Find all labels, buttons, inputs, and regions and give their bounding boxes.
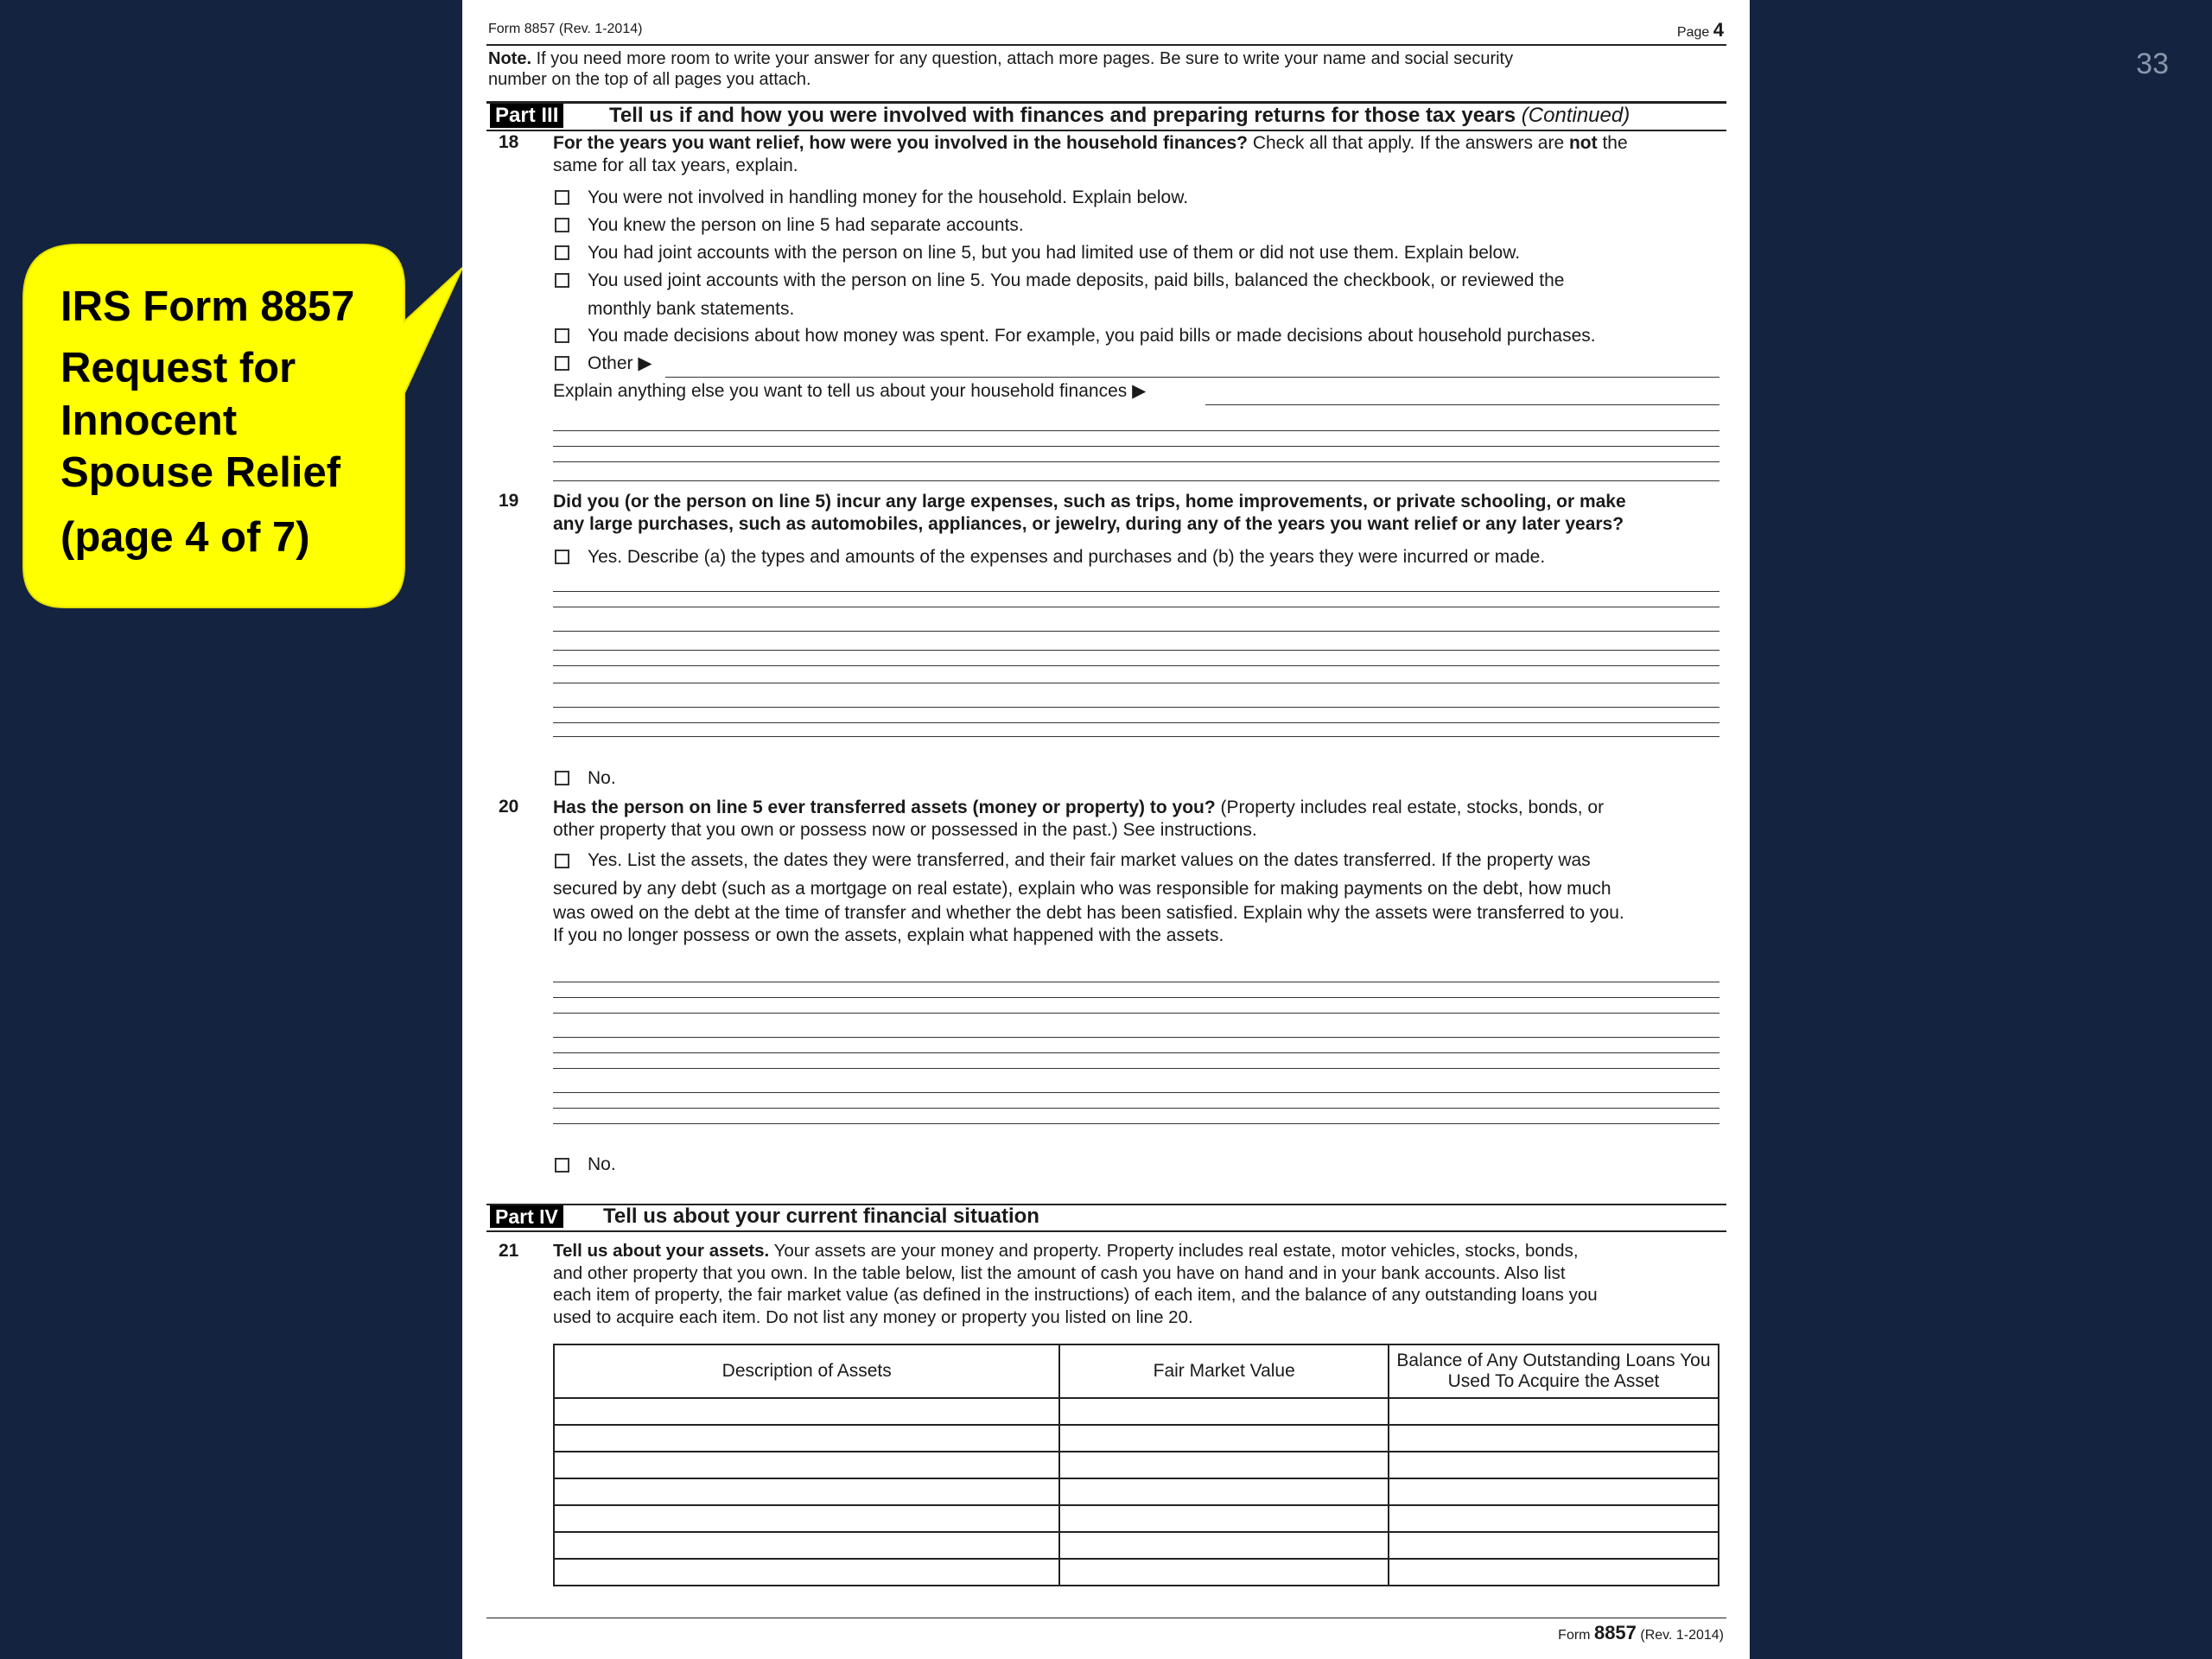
table-cell[interactable] [554,1559,1059,1586]
callout-line: Innocent [60,397,238,444]
q18-text-part: Check all that apply. If the answers are [1248,133,1569,153]
table-cell[interactable] [554,1478,1059,1505]
column-header: Fair Market Value [1059,1344,1389,1398]
note-text: number on the top of all pages you attach. [488,70,811,89]
table-cell[interactable] [554,1505,1059,1532]
answer-line[interactable] [553,1037,1719,1038]
checkbox[interactable] [555,273,569,288]
table-cell[interactable] [1389,1452,1719,1478]
part-iii-title [609,104,1630,128]
table-row [554,1505,1719,1532]
explain-label: Explain anything else you want to tell us about your household finances ▶ [553,381,1147,401]
q20-yes-continued [553,878,1728,947]
page-label: Page [1676,25,1710,40]
checkbox[interactable] [555,245,569,260]
q19-question [553,491,1728,536]
column-header: Description of Assets [554,1344,1059,1398]
answer-line[interactable] [553,480,1719,481]
checkbox[interactable] [555,190,569,205]
table-cell[interactable] [1059,1452,1389,1478]
table-cell[interactable] [554,1532,1059,1559]
line-number: 21 [499,1241,519,1261]
answer-line[interactable] [553,1068,1719,1069]
line-number: 19 [499,491,519,511]
table-cell[interactable] [1059,1425,1389,1452]
table-cell[interactable] [1389,1532,1719,1559]
table-row [554,1532,1719,1559]
option-label-other: Other ▶ [588,353,652,373]
checkbox[interactable] [555,771,569,785]
checkbox[interactable] [555,854,569,868]
q21-text-part: used to acquire each item. Do not list any money or property you listed on line 20. [553,1306,1193,1327]
part-iv-tag: Part IV [490,1205,563,1228]
callout-line: Spouse Relief [60,449,341,497]
q18-text-part: the [1597,133,1628,153]
page-number: 4 [1713,19,1724,41]
answer-line[interactable] [553,722,1719,723]
q20-yes-label: Yes. List the assets, the dates they were transferred, and their fair market values on the dates transferred. If the property was [588,850,1591,870]
answer-line[interactable] [553,1108,1719,1109]
table-header-row [554,1344,1719,1398]
table-cell[interactable] [554,1452,1059,1478]
checkbox[interactable] [555,1158,569,1173]
line-number: 18 [499,132,519,152]
answer-line[interactable] [553,1092,1719,1093]
q20-text [553,797,1728,842]
line-number: 20 [499,797,519,817]
table-row [554,1398,1719,1425]
table-cell[interactable] [1059,1532,1389,1559]
option-label: You knew the person on line 5 had separate accounts. [588,215,1024,235]
callout-line: IRS Form 8857 [60,283,355,330]
table-cell[interactable] [1059,1478,1389,1505]
continued-label: (Continued) [1521,104,1630,127]
table-row [554,1478,1719,1505]
answer-line[interactable] [553,631,1719,632]
answer-line[interactable] [553,997,1719,998]
slide-number: 33 [2136,48,2169,80]
table-cell[interactable] [1389,1505,1719,1532]
answer-line[interactable] [1205,404,1719,405]
q21-question: Tell us about your assets. [553,1241,770,1261]
form-footer [1558,1622,1724,1644]
option-label: You were not involved in handling money for the household. Explain below. [588,188,1189,207]
option-label: You used joint accounts with the person on line 5. You made deposits, paid bills, balanced the checkbook, or reviewed the [588,270,1565,290]
answer-line[interactable] [553,1123,1719,1124]
table-cell[interactable] [1389,1559,1719,1586]
table-row [554,1452,1719,1478]
part-iv-title: Tell us about your current financial situation [603,1205,1039,1228]
q18-question: For the years you want relief, how were you involved in the household finances? [553,133,1248,153]
part-iii-title-text: Tell us if and how you were involved with finances and preparing returns for those tax years [609,104,1516,127]
divider [486,130,1726,131]
q20-text-part: other property that you own or possess now or possessed in the past.) See instructions. [553,820,1257,840]
answer-line[interactable] [665,377,1719,378]
divider [486,44,1726,46]
option-label: You had joint accounts with the person on line 5, but you had limited use of them or did not use them. Explain below. [588,243,1521,263]
table-cell[interactable] [1389,1425,1719,1452]
footer-form-label: Form [1558,1628,1591,1643]
assets-table [553,1344,1719,1586]
table-cell[interactable] [1389,1398,1719,1425]
q19-yes-label: Yes. Describe (a) the types and amounts of the expenses and purchases and (b) the years they were incurred or made. [588,547,1546,567]
q20-text-part: (Property includes real estate, stocks, bonds, or [1215,798,1605,817]
column-header: Balance of Any Outstanding Loans You Used To Acquire the Asset [1389,1344,1719,1398]
q19-no-label: No. [588,768,616,788]
callout-line: Request for [60,344,296,391]
q21-text-part: each item of property, the fair market value (as defined in the instructions) of each item, and the balance of any outstanding loans you [553,1285,1598,1305]
option-label: You made decisions about how money was spent. For example, you paid bills or made decisions about household purchases. [588,326,1596,346]
answer-line[interactable] [553,461,1719,462]
q18-text [553,132,1728,177]
form-header-left: Form 8857 (Rev. 1-2014) [488,22,643,36]
note-label: Note. [488,49,531,68]
answer-line[interactable] [553,1052,1719,1053]
answer-line[interactable] [553,707,1719,708]
answer-line[interactable] [553,430,1719,431]
checkbox[interactable] [555,328,569,343]
answer-line[interactable] [553,446,1719,447]
q20-yes-line: secured by any debt (such as a mortgage on real estate), explain who was responsible for making payments on the debt, how much [553,879,1611,899]
table-cell[interactable] [554,1398,1059,1425]
answer-line[interactable] [553,1013,1719,1014]
form-page [462,0,1750,1659]
q18-text-part: same for all tax years, explain. [553,156,798,175]
q20-no-label: No. [588,1154,616,1174]
divider [486,1230,1726,1232]
form-header-right [1677,19,1724,41]
option-label-continued: monthly bank statements. [588,299,795,319]
q20-yes-line: was owed on the debt at the time of transfer and whether the debt has been satisfied. Explain why the assets were transferred to you. [553,903,1624,923]
q19-question-line: any large purchases, such as automobiles, appliances, or jewelry, during any of the years you want relief or any later years? [553,514,1624,534]
q19-question-line: Did you (or the person on line 5) incur any large expenses, such as trips, home improvements, or private schooling, or make [553,492,1626,512]
table-row [554,1425,1719,1452]
answer-line[interactable] [553,591,1719,592]
table-cell[interactable] [1059,1559,1389,1586]
checkbox[interactable] [555,550,569,564]
callout-line: (page 4 of 7) [60,514,310,561]
q18-text-emph: not [1568,133,1598,153]
checkbox[interactable] [555,218,569,232]
q21-text-part: and other property that you own. In the table below, list the amount of cash you have on hand and in your bank accounts. Also list [553,1262,1566,1283]
table-cell[interactable] [1059,1398,1389,1425]
q20-yes-line: If you no longer possess or own the assets, explain what happened with the assets. [553,925,1224,945]
note [488,48,1724,90]
table-cell[interactable] [1389,1478,1719,1505]
checkbox[interactable] [555,356,569,371]
q21-text [553,1240,1728,1328]
callout-text [60,281,406,564]
table-cell[interactable] [554,1425,1059,1452]
answer-line[interactable] [553,736,1719,737]
footer-revision: (Rev. 1-2014) [1640,1628,1724,1643]
table-cell[interactable] [1059,1505,1389,1532]
q20-question: Has the person on line 5 ever transferred assets (money or property) to you? [553,798,1216,817]
answer-line[interactable] [553,650,1719,651]
answer-line[interactable] [553,665,1719,666]
part-iii-tag: Part III [490,104,563,128]
footer-form-number: 8857 [1593,1622,1637,1643]
q21-text-part: Your assets are your money and property. Property includes real estate, motor vehicles, stocks, bonds, [769,1241,1579,1261]
note-text: If you need more room to write your answer for any question, attach more pages. Be sure to write your name and social security [536,49,1514,68]
table-row [554,1559,1719,1586]
